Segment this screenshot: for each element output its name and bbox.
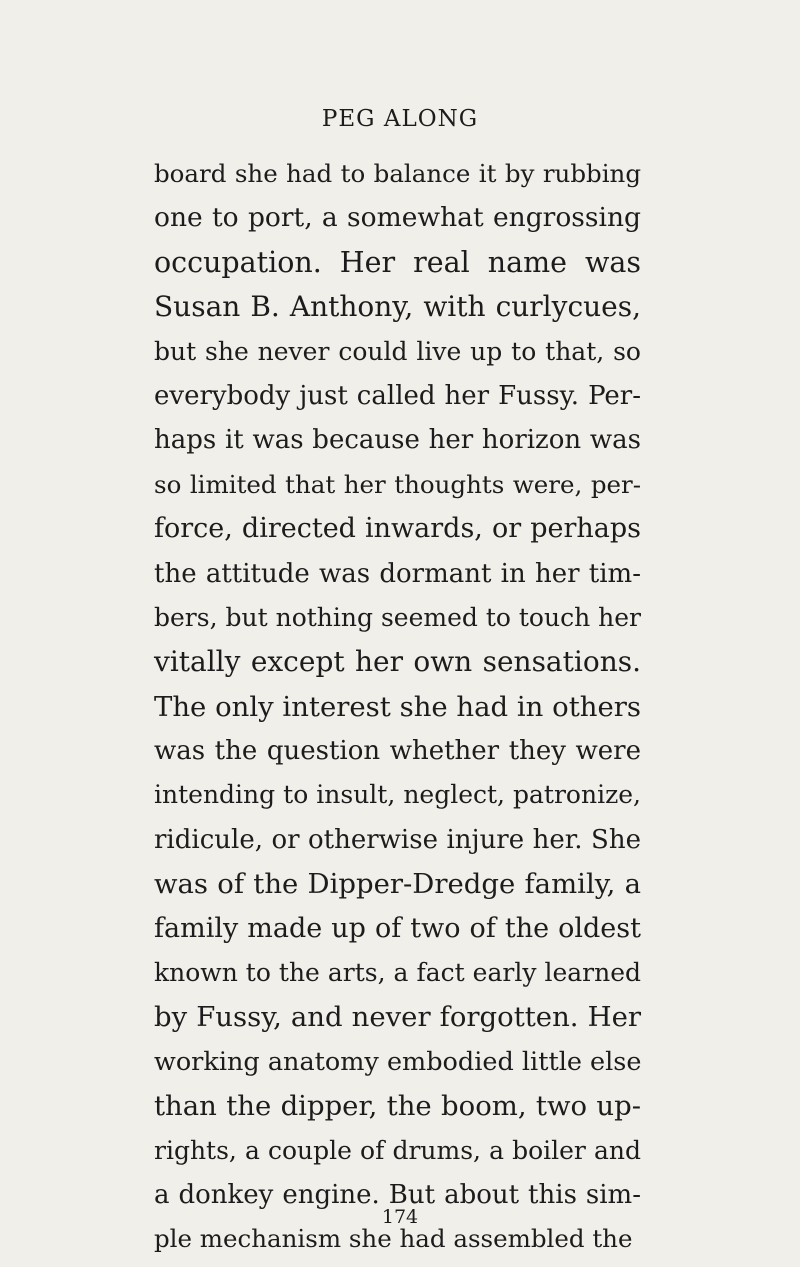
text-line: vitally except her own sensations. xyxy=(154,645,641,679)
text-line: everybody just called her Fussy. Per- xyxy=(154,380,641,411)
text-line: was the question whether they were xyxy=(154,736,641,767)
text-line: than the dipper, the boom, two up- xyxy=(154,1090,641,1123)
text-line: family made up of two of the oldest xyxy=(154,912,641,944)
text-line: known to the arts, a fact early learned xyxy=(154,958,641,988)
text-line: Susan B. Anthony, with curlycues, xyxy=(154,290,641,324)
text-line: haps it was because her horizon was xyxy=(154,425,641,456)
text-line: rights, a couple of drums, a boiler and xyxy=(154,1135,641,1165)
text-line: was of the Dipper-Dredge family, a xyxy=(154,868,641,901)
text-line: occupation. Her real name was xyxy=(154,245,641,279)
text-line: ridicule, or otherwise injure her. She xyxy=(154,824,641,855)
page-number: 174 xyxy=(381,1206,419,1228)
running-head: PEG ALONG xyxy=(321,106,479,132)
text-line: working anatomy embodied little else xyxy=(154,1046,642,1077)
body-text xyxy=(154,152,641,1262)
text-line: the attitude was dormant in her tim- xyxy=(154,558,641,589)
text-line: a donkey engine. But about this sim- xyxy=(154,1179,641,1210)
text-line: one to port, a somewhat engrossing xyxy=(154,202,641,234)
text-line: intending to insult, neglect, patronize, xyxy=(154,780,641,810)
text-line: force, directed inwards, or perhaps xyxy=(154,513,641,545)
text-line: The only interest she had in others xyxy=(154,690,641,723)
text-line: by Fussy, and never forgotten. Her xyxy=(154,1001,641,1034)
text-line: bers, but nothing seemed to touch her xyxy=(154,602,641,632)
text-line: but she never could live up to that, so xyxy=(154,336,641,366)
text-line: ple mechanism she had assembled the xyxy=(154,1224,633,1254)
text-line: so limited that her thoughts were, per- xyxy=(154,469,641,499)
text-line: board she had to balance it by rubbing xyxy=(154,159,641,188)
